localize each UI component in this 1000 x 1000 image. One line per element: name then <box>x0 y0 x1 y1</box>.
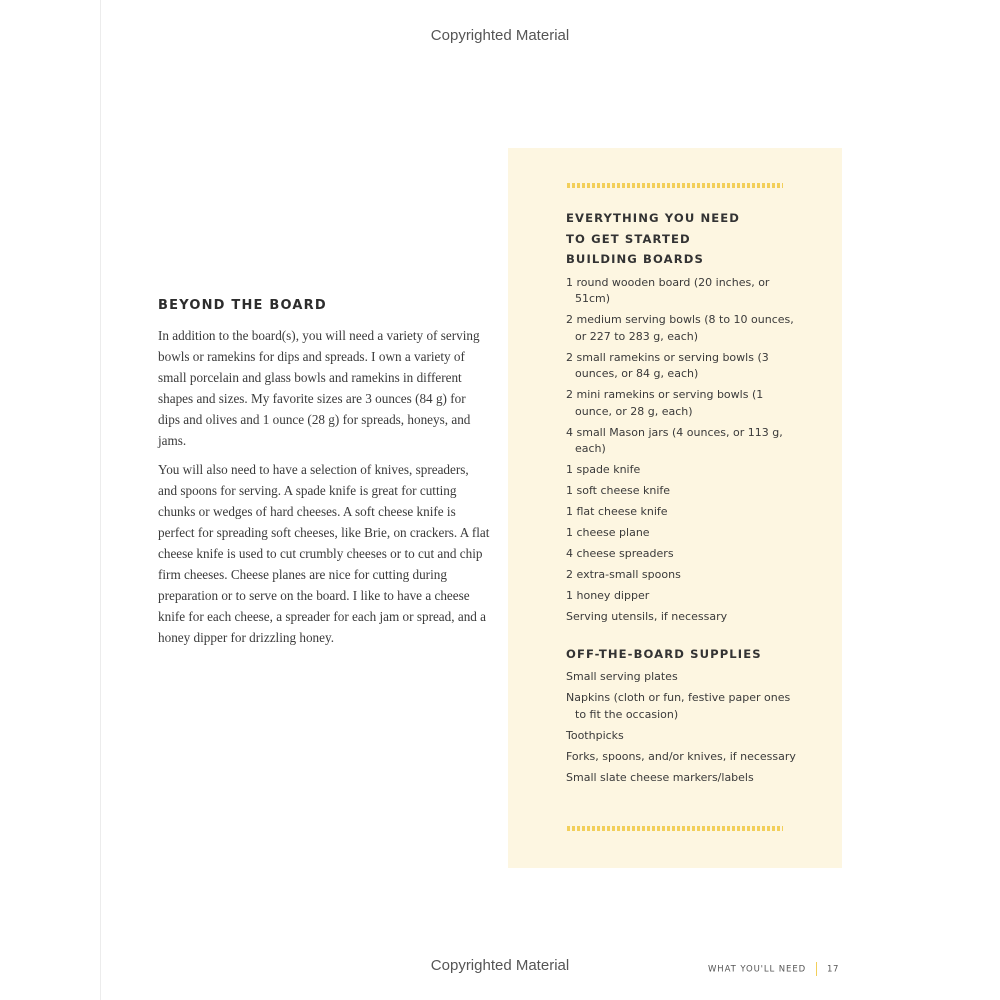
sidebar-heading-2: OFF-THE-BOARD SUPPLIES <box>566 646 762 661</box>
supply-list-item: 2 medium serving bowls (8 to 10 ounces, or 227 to 283 g, each) <box>566 313 794 343</box>
article-column <box>158 298 490 656</box>
supply-list-item: 1 spade knife <box>566 463 641 476</box>
sidebar-content <box>566 208 796 791</box>
article-paragraph-2: You will also need to have a selection of knives, spreaders, and spoons for serving. A spade knife is great for cutting chunks or wedges of hard cheeses. A soft cheese knife is perfect for spreading soft cheeses, like Brie, on crackers. A flat cheese knife is used to cut crumbly cheeses or to cut and chip firm cheeses. Cheese planes are nice for cutting during preparation or to serve on the board. I like to have a cheese knife for each cheese, a spreader for each jam or spread, and a honey dipper for drizzling honey. <box>158 462 490 645</box>
supply-list-item: 1 flat cheese knife <box>566 505 668 518</box>
page-gutter-divider <box>100 0 101 1000</box>
supply-list-item: Napkins (cloth or fun, festive paper ones to fit the occasion) <box>566 691 791 721</box>
sidebar-box <box>508 148 842 868</box>
sidebar-heading-line: TO GET STARTED <box>566 231 691 246</box>
supply-list-item: 1 soft cheese knife <box>566 484 671 497</box>
supply-list-item: Toothpicks <box>566 728 624 742</box>
running-head: WHAT YOU'LL NEED <box>708 964 807 975</box>
watermark-bottom: Copyrighted Material <box>430 957 570 974</box>
supply-list-item: 2 small ramekins or serving bowls (3 ounces, or 84 g, each) <box>566 350 769 380</box>
supply-list-item: 4 cheese spreaders <box>566 547 674 560</box>
page-footer <box>708 962 839 976</box>
supply-list-item: Small slate cheese markers/labels <box>566 770 754 784</box>
supply-list-item: 1 round wooden board (20 inches, or 51cm) <box>566 275 770 305</box>
article-heading: BEYOND THE BOARD <box>158 298 327 313</box>
sidebar-bottom-divider <box>567 826 783 831</box>
supply-list-item: 2 mini ramekins or serving bowls (1 ounce, or 28 g, each) <box>566 388 764 418</box>
supply-list-item: 1 honey dipper <box>566 589 650 602</box>
sidebar-heading-line: BUILDING BOARDS <box>566 252 704 266</box>
supply-list-item: 1 cheese plane <box>566 526 650 539</box>
supply-list-item: Small serving plates <box>566 670 678 683</box>
page-number: 17 <box>827 964 839 975</box>
supply-list-item: Serving utensils, if necessary <box>566 610 728 623</box>
sidebar-heading <box>566 208 796 270</box>
supply-list-item: 4 small Mason jars (4 ounces, or 113 g, each) <box>566 425 783 455</box>
supply-list-item: 2 extra-small spoons <box>566 568 681 581</box>
footer-separator <box>816 962 817 976</box>
supply-list-item: Forks, spoons, and/or knives, if necessary <box>566 749 796 763</box>
sidebar-top-divider <box>567 183 783 188</box>
watermark-top: Copyrighted Material <box>430 27 570 44</box>
sidebar-heading-line: EVERYTHING YOU NEED <box>566 211 741 225</box>
article-paragraph-1: In addition to the board(s), you will need a variety of serving bowls or ramekins for dips and spreads. I own a variety of small porcelain and glass bowls and ramekins in different shapes and sizes. My favorite sizes are 3 ounces (84 g) for dips and olives and 1 ounce (28 g) for spreads, honeys, and jams. <box>158 328 480 448</box>
